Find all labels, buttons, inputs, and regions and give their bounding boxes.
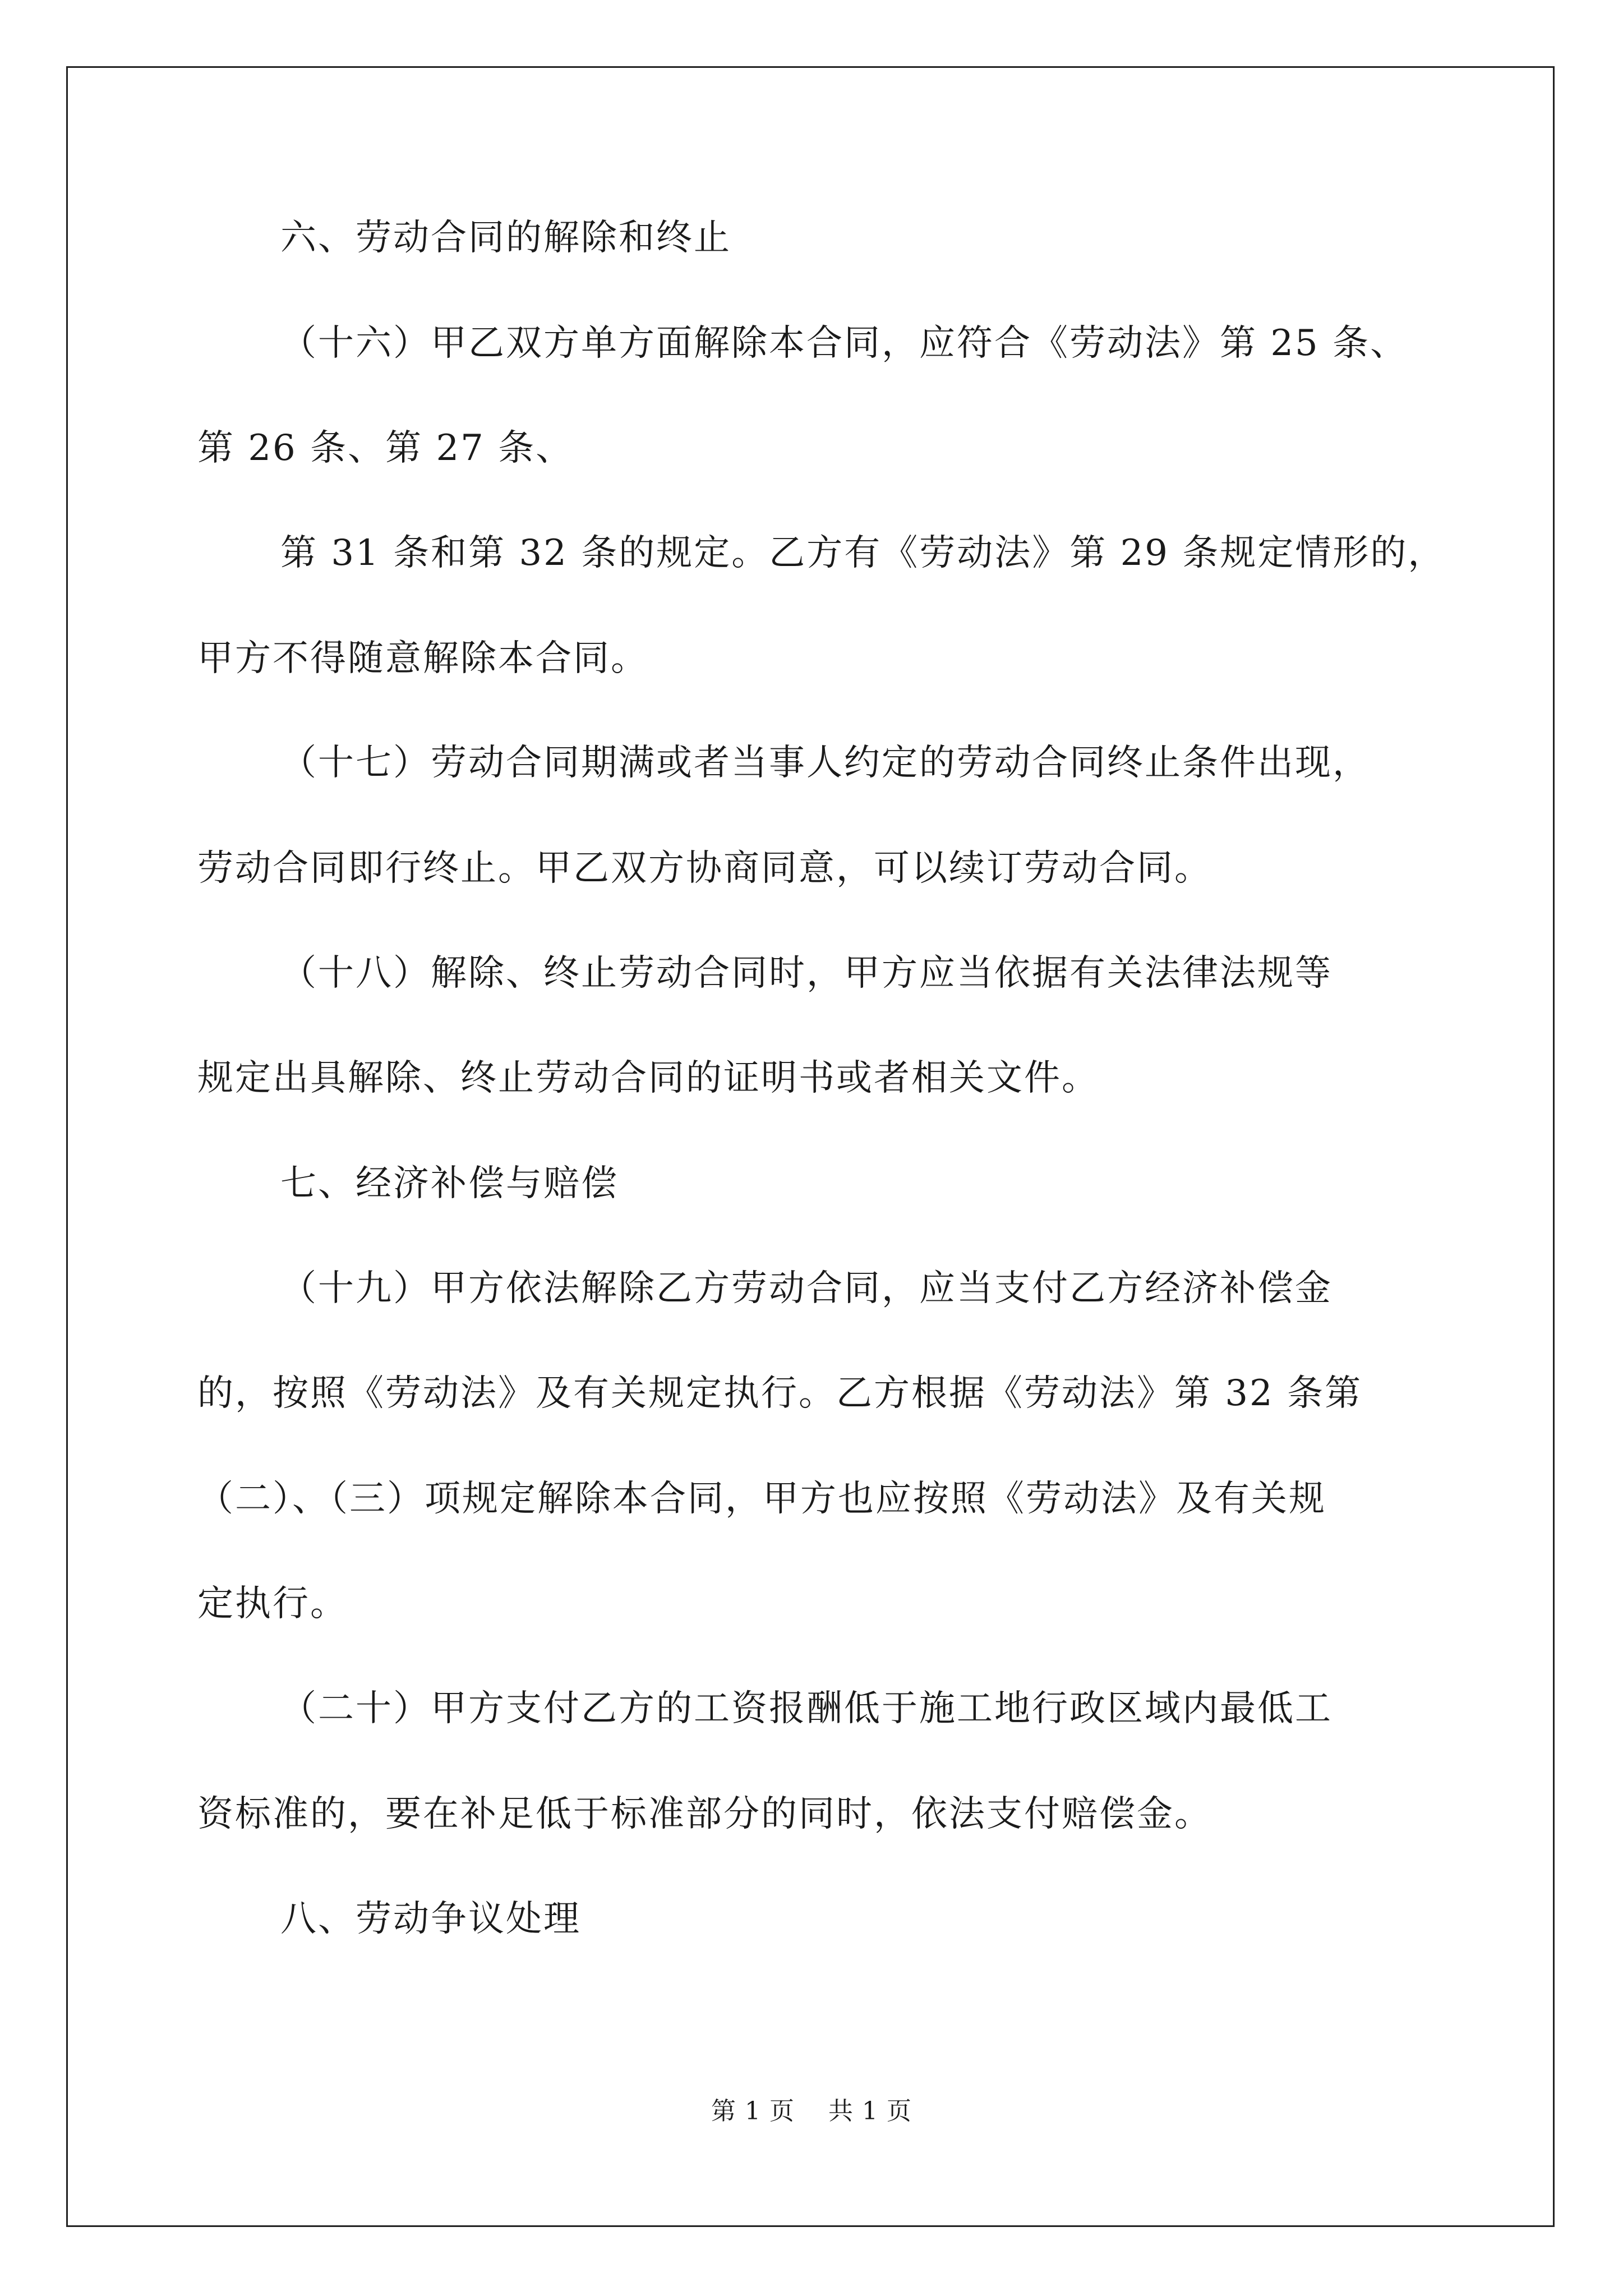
page-number-footer: 第 1 页 共 1 页: [711, 2097, 912, 2125]
paragraph-line: 的，按照《劳动法》及有关规定执行。乙方根据《劳动法》第 32 条第: [197, 1373, 1363, 1414]
paragraph-line: 甲方不得随意解除本合同。: [197, 638, 648, 679]
section-heading-6: 六、劳动合同的解除和终止: [280, 217, 731, 259]
paragraph-line: （十七）劳动合同期满或者当事人约定的劳动合同终止条件出现，: [280, 742, 1370, 784]
paragraph-line: 定执行。: [197, 1583, 348, 1625]
paragraph-line: （二）、（三）项规定解除本合同，甲方也应按照《劳动法》及有关规: [197, 1478, 1326, 1520]
paragraph-line: 规定出具解除、终止劳动合同的证明书或者相关文件。: [197, 1057, 1099, 1099]
paragraph-line: （十九）甲方依法解除乙方劳动合同，应当支付乙方经济补偿金: [280, 1268, 1332, 1309]
paragraph-line: 第 26 条、第 27 条、: [197, 427, 574, 469]
section-heading-8: 八、劳动争议处理: [280, 1898, 581, 1940]
paragraph-line: （十六）甲乙双方单方面解除本合同，应符合《劳动法》第 25 条、: [280, 323, 1408, 364]
paragraph-line: （十八）解除、终止劳动合同时，甲方应当依据有关法律法规等: [280, 953, 1332, 994]
paragraph-line: 资标准的，要在补足低于标准部分的同时，依法支付赔偿金。: [197, 1793, 1212, 1835]
paragraph-line: 劳动合同即行终止。甲乙双方协商同意，可以续订劳动合同。: [197, 848, 1212, 889]
paragraph-line: 第 31 条和第 32 条的规定。乙方有《劳动法》第 29 条规定情形的，: [280, 532, 1446, 574]
section-heading-7: 七、经济补偿与赔偿: [280, 1163, 619, 1204]
paragraph-line: （二十）甲方支付乙方的工资报酬低于施工地行政区域内最低工: [280, 1688, 1332, 1729]
